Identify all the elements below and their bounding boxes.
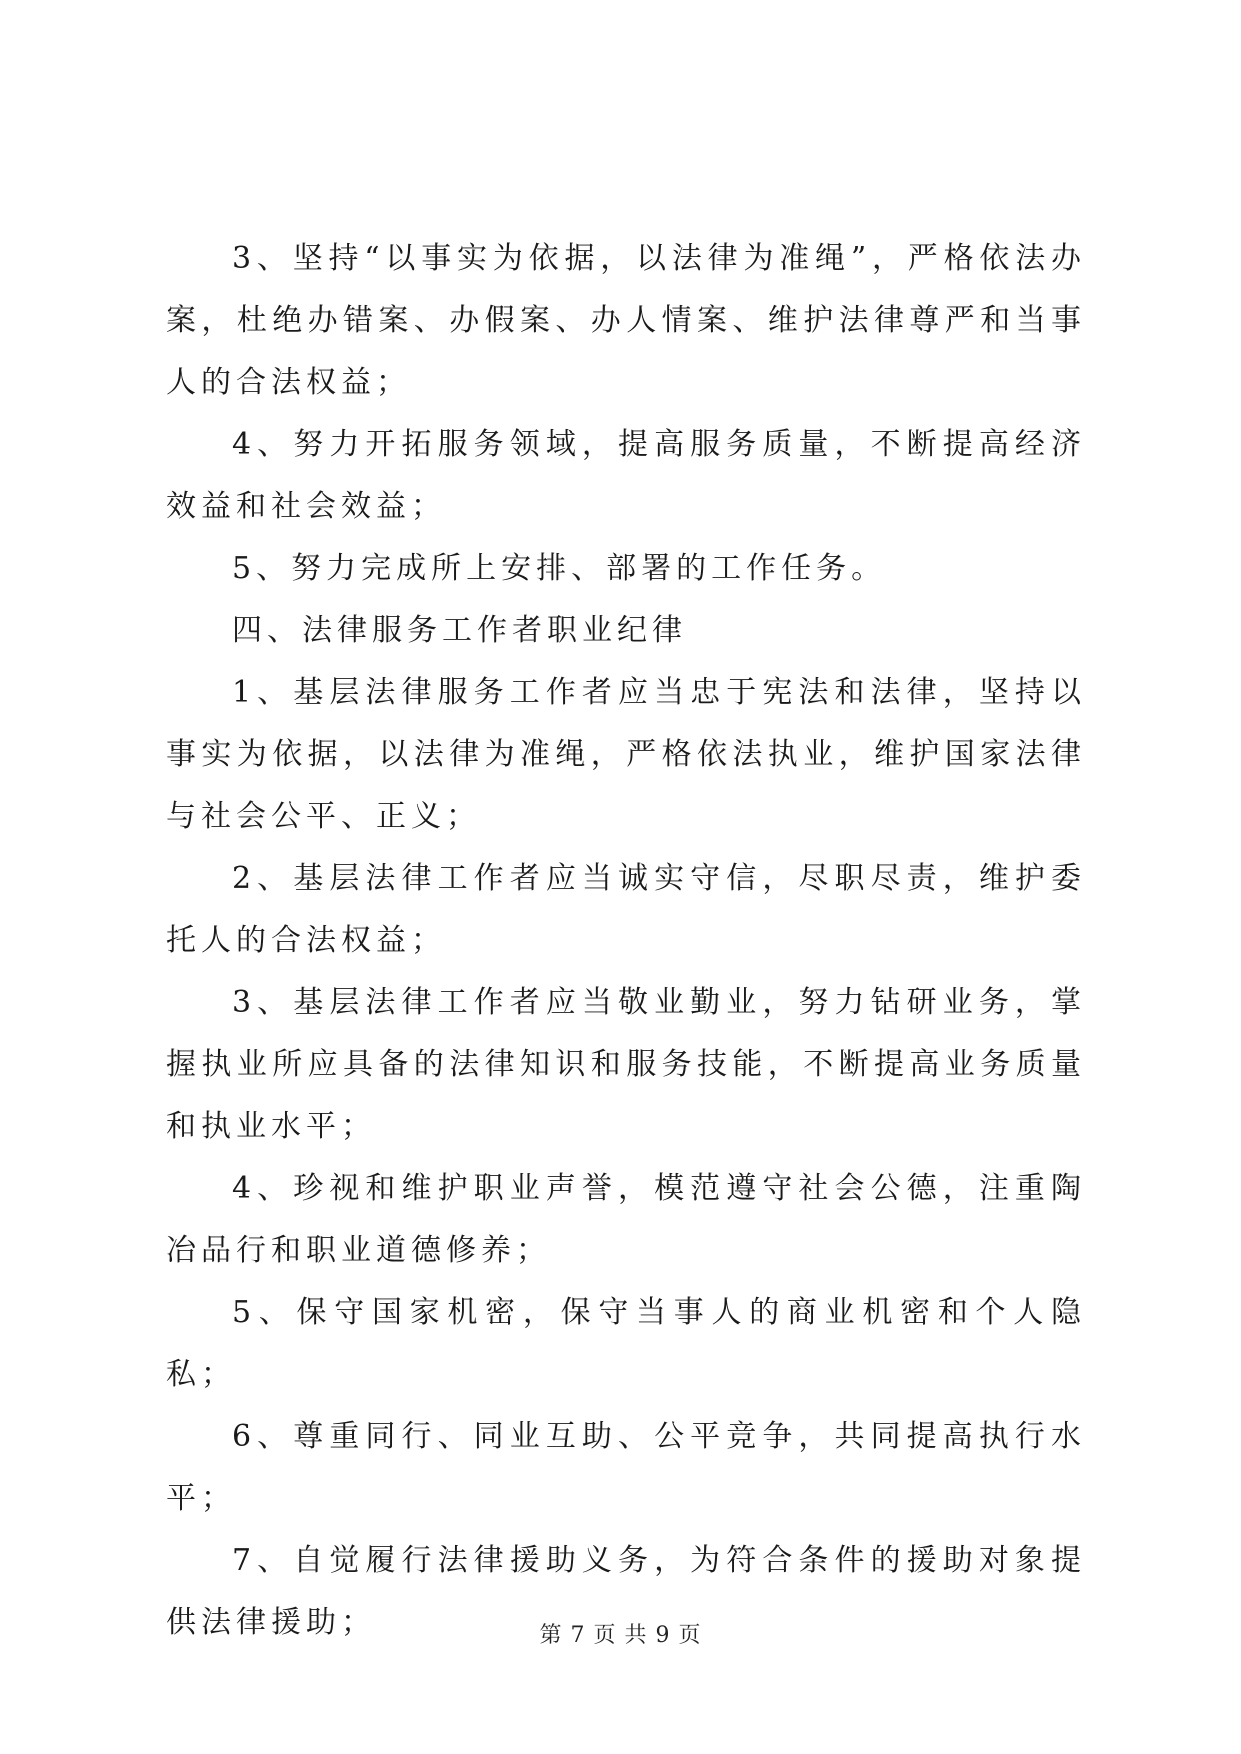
page-footer — [0, 1622, 1241, 1650]
paragraph: 5、努力完成所上安排、部署的工作任务。 — [232, 551, 887, 586]
paragraph: 4、努力开拓服务领域，提高服务质量，不断提高经济效益和社会效益； — [166, 427, 1086, 524]
section-heading: 四、法律服务工作者职业纪律 — [232, 613, 687, 648]
paragraph: 6、尊重同行、同业互助、公平竞争，共同提高执行水平； — [166, 1419, 1086, 1516]
paragraph: 5、保守国家机密，保守当事人的商业机密和个人隐私； — [166, 1295, 1086, 1392]
paragraph: 3、坚持“以事实为依据，以法律为准绳”，严格依法办案，杜绝办错案、办假案、办人情案、维护法律尊严和当事人的合法权益； — [166, 241, 1086, 400]
paragraph: 7、自觉履行法律援助义务，为符合条件的援助对象提供法律援助； — [166, 1543, 1086, 1640]
document-body — [166, 228, 1086, 1654]
paragraph: 3、基层法律工作者应当敬业勤业，努力钻研业务，掌握执业所应具备的法律知识和服务技能，不断提高业务质量和执业水平； — [166, 985, 1086, 1144]
page-number-label: 第 7 页 共 9 页 — [539, 1623, 702, 1648]
paragraph: 2、基层法律工作者应当诚实守信，尽职尽责，维护委托人的合法权益； — [166, 861, 1086, 958]
paragraph: 4、珍视和维护职业声誉，模范遵守社会公德，注重陶冶品行和职业道德修养； — [166, 1171, 1086, 1268]
paragraph: 1、基层法律服务工作者应当忠于宪法和法律，坚持以事实为依据，以法律为准绳，严格依法执业，维护国家法律与社会公平、正义； — [166, 675, 1086, 834]
